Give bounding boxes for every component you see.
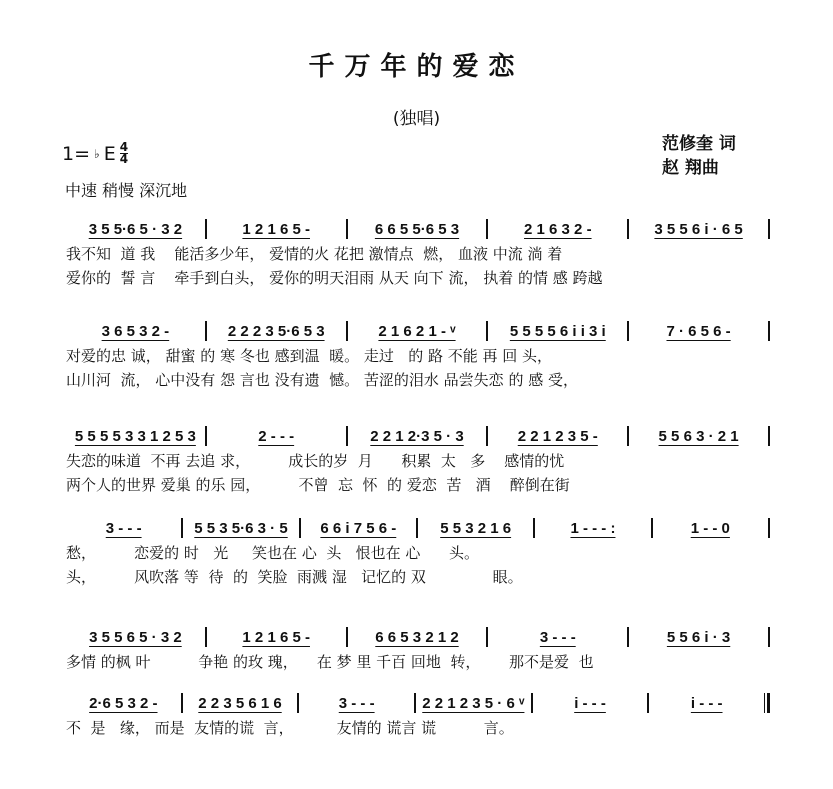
composer: 赵 翔曲	[662, 158, 719, 178]
bar-line	[768, 518, 770, 538]
song-title: 千万年的爱恋	[308, 52, 525, 82]
music-row	[66, 624, 770, 674]
measure: 6 6 i 7 5 6 -	[320, 519, 397, 537]
lyric-line: 爱你的 誓 言 牵手到白头， 爱你的明天泪雨 从天 向下 流， 执着 的情 感 跨越	[66, 269, 603, 287]
measure: 3 6 5 3 2 -	[101, 322, 170, 340]
lyric-line: 多情 的枫 叶 争艳 的玫 瑰， 在 梦 里 千百 回地 转， 那不是爱 也	[66, 653, 594, 671]
music-row	[66, 216, 770, 290]
lyric-line: 失恋的味道 不再 去追 求， 成长的岁 月 积累 太 多 感情的忧	[66, 452, 565, 470]
measure: 1 2 1 6 5 -	[242, 628, 310, 646]
lyric-line: 我不知 道 我 能活多少年， 爱情的火 花把 激情点 燃， 血液 中流 淌 着	[66, 245, 563, 263]
measure: 1 - - 0	[690, 519, 730, 537]
bar-line	[768, 219, 770, 239]
flat-icon: ♭	[94, 146, 100, 161]
measure: 1 - - - :	[570, 519, 616, 537]
measure: 2 1 6 2 1 - ᵛ	[378, 322, 456, 340]
measure: 5 5 6 3 · 2 1	[658, 427, 739, 445]
bar-line	[768, 321, 770, 341]
measure: 3 5 5 6 5 · 3 2	[89, 628, 182, 646]
time-top: 4	[119, 140, 129, 154]
measure: 2 - - -	[258, 427, 295, 445]
measure: 3 - - -	[539, 628, 576, 646]
measure: 2 2 1 2 3 5 · 6 ᵛ	[422, 694, 525, 712]
bar-line	[764, 693, 770, 713]
notes-line	[66, 690, 770, 716]
lyric-line: 不 是 缘， 而是 友情的谎 言， 友情的 谎言 谎 言。	[66, 719, 514, 737]
music-row	[66, 515, 770, 589]
measure: 5 5 3 5·6 3 · 5	[194, 519, 288, 537]
music-row	[66, 690, 770, 740]
tempo-marking: 中速 稍慢 深沉地	[65, 181, 188, 200]
lyric-line: 山川河 流， 心中没有 怨 言也 没有遗 憾。 苦涩的泪水 品尝失恋 的 感 受，	[66, 371, 578, 389]
measure: 2 1 6 3 2 -	[524, 220, 592, 238]
lyricist: 范修奎 词	[662, 134, 736, 154]
key-prefix: 1=	[62, 142, 91, 165]
measure: 5 5 5 5 6 i i 3 i	[509, 322, 606, 340]
measure: 2 2 3 5 6 1 6	[198, 694, 282, 712]
measure: 5 5 5 5 3 3 1 2 5 3	[74, 427, 196, 445]
measure: 2·6 5 3 2 -	[89, 694, 158, 712]
song-subtitle: (独唱)	[392, 109, 441, 129]
measure: 1 2 1 6 5 -	[242, 220, 310, 238]
measure: 5 5 6 i · 3	[666, 628, 731, 646]
credits	[662, 132, 736, 180]
time-bottom: 4	[119, 152, 129, 166]
measure: i - - -	[574, 694, 606, 712]
notes-line	[66, 216, 770, 242]
measure: 2 2 1 2·3 5 · 3	[370, 427, 464, 445]
measure: 3 - - -	[338, 694, 375, 712]
lyric-line: 愁， 恋爱的 时 光 笑也在 心 头 恨也在 心 头。	[66, 544, 480, 562]
notes-line	[66, 624, 770, 650]
lyric-line: 两个人的世界 爱巢 的乐 园， 不曾 忘 怀 的 爱恋 苦 酒 醉倒在街	[66, 476, 570, 494]
lyric-line: 头， 风吹落 等 待 的 笑脸 雨溅 湿 记忆的 双 眼。	[66, 568, 523, 586]
notes-line	[66, 318, 770, 344]
measure: i - - -	[690, 694, 723, 712]
key-note: E	[103, 142, 116, 165]
measure: 2 2 1 2 3 5 -	[517, 427, 598, 445]
measure: 6 6 5 5·6 5 3	[374, 220, 460, 238]
time-signature	[120, 142, 128, 165]
music-row	[66, 423, 770, 497]
bar-line	[768, 627, 770, 647]
music-row	[66, 318, 770, 392]
key-signature	[62, 142, 128, 165]
measure: 3 - - -	[105, 519, 142, 537]
measure: 3 5 5 6 i · 6 5	[654, 220, 743, 238]
measure: 3 5 5·6 5 · 3 2	[88, 220, 183, 238]
measure: 2 2 2 3 5·6 5 3	[227, 322, 325, 340]
measure: 6 6 5 3 2 1 2	[375, 628, 459, 646]
measure: 5 5 3 2 1 6	[440, 519, 512, 537]
notes-line	[66, 423, 770, 449]
notes-line	[66, 515, 770, 541]
lyric-line: 对爱的忠 诚， 甜蜜 的 寒 冬也 感到温 暖。 走过 的 路 不能 再 回 头，	[66, 347, 553, 365]
measure: 7 · 6 5 6 -	[666, 322, 731, 340]
bar-line	[768, 426, 770, 446]
